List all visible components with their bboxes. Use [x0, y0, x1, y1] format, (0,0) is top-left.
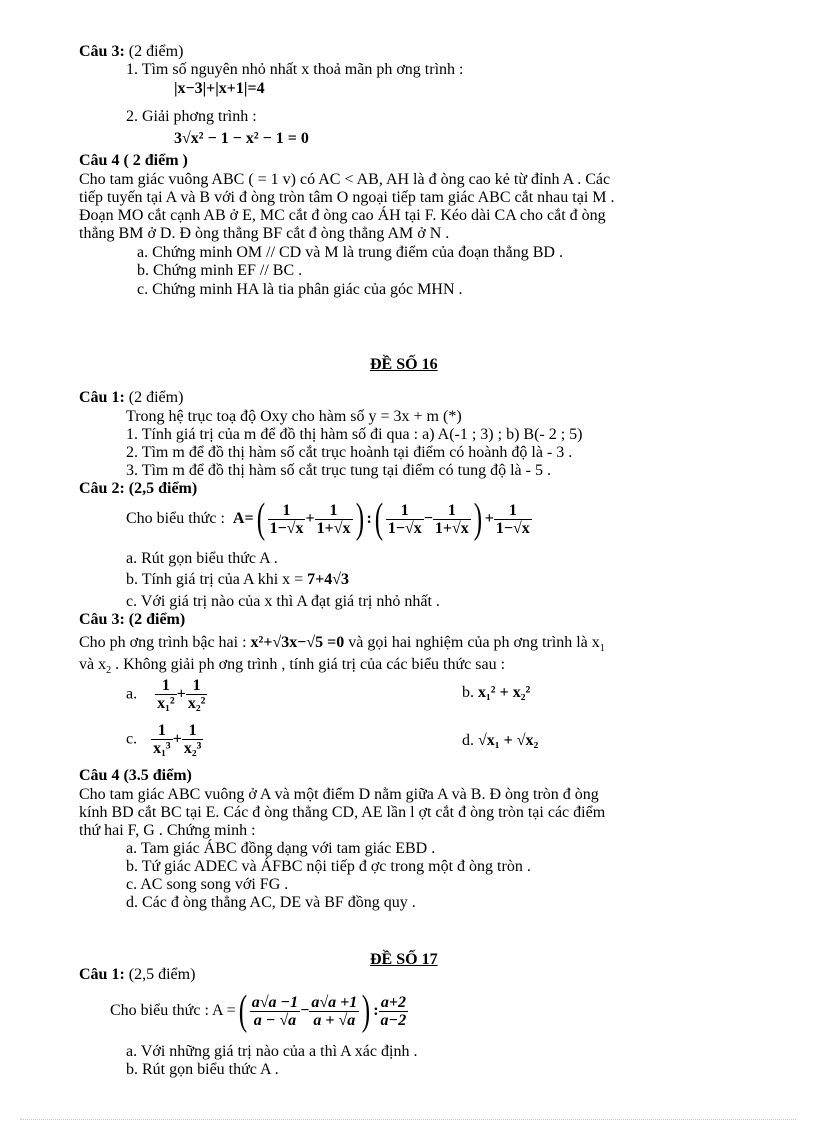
- de16-cau4-heading: Câu 4 (3.5 điểm): [79, 767, 192, 784]
- label-d: d.: [462, 732, 474, 749]
- de16-cau1-heading-line: [79, 389, 183, 407]
- label-b: b.: [462, 684, 474, 701]
- de16-cau4-line2: kính BD cắt BC tại E. Các đ òng thẳng CD, AE lần l ợt cắt đ òng tròn tại các điểm: [79, 804, 606, 821]
- numerator: 1: [400, 501, 409, 519]
- de17-cau1-part-b: b. Rút gọn biểu thức A .: [126, 1061, 279, 1078]
- de16-cau4-part-d: d. Các đ òng thẳng AC, DE và BF đồng quy .: [126, 894, 416, 911]
- de16-cau4-line1: Cho tam giác ABC vuông ở A và một điểm D nằm giữa A và B. Đ òng tròn đ òng: [79, 786, 599, 803]
- division-sign: :: [366, 510, 372, 527]
- subscript-1: 1: [599, 643, 605, 655]
- denominator: 1−√x: [269, 519, 304, 537]
- de16-cau3-part-a: [126, 677, 207, 717]
- expression-A-label: A=: [232, 510, 254, 527]
- cau4-paragraph-line2: tiếp tuyến tại A và B với đ òng tròn tâm O ngoại tiếp tam giác ABC cắt nhau tại M .: [79, 189, 615, 206]
- denominator: x₂²: [187, 695, 206, 712]
- de16-cau1-item2: 2. Tìm m để đồ thị hàm số cắt trục hoành tại điểm có hoành độ là - 3 .: [126, 444, 573, 461]
- line1-post: và gọi hai nghiệm của ph ơng trình là x: [344, 634, 600, 651]
- part-b-text: b. Tính giá trị của A khi x =: [126, 571, 308, 588]
- left-paren: (: [238, 988, 247, 1034]
- page-bottom-divider: [20, 1119, 796, 1120]
- denominator: 1+√x: [316, 519, 351, 537]
- expression-intro: Cho biểu thức :: [126, 510, 225, 527]
- cau3-item2: 2. Giải phơng trình :: [126, 108, 257, 125]
- plus-sign: +: [176, 685, 186, 703]
- de16-cau3-part-d: [462, 732, 538, 750]
- de17-cau1-heading: Câu 1:: [79, 966, 125, 983]
- de17-cau1-points: (2,5 điểm): [124, 966, 196, 983]
- de16-cau4-part-a: a. Tam giác ÁBC đồng dạng với tam giác EBD .: [126, 840, 436, 857]
- expression-b: x₁² + x₂²: [478, 684, 531, 701]
- denominator: x₂³: [183, 740, 202, 757]
- minus-sign: −: [423, 510, 433, 527]
- numerator: a√a −1: [251, 993, 299, 1011]
- de16-cau1-intro: Trong hệ trục toạ độ Oxy cho hàm số y = 3x + m (*): [126, 408, 462, 425]
- plus-sign: +: [172, 730, 182, 748]
- numerator: 1: [157, 722, 166, 739]
- fraction: [151, 722, 173, 757]
- denominator: a − √a: [250, 1011, 300, 1029]
- subscript-2: 2: [106, 665, 112, 677]
- de17-cau1-heading-line: [79, 966, 195, 984]
- numerator: 1: [188, 722, 197, 739]
- fraction: [268, 502, 306, 537]
- de16-cau1-item3: 3. Tìm m để đồ thị hàm số cắt trục tung tại điểm có tung độ là - 5 .: [126, 462, 551, 479]
- denominator: 1−√x: [387, 519, 422, 537]
- de16-cau4-line3: thứ hai F, G . Chứng minh :: [79, 822, 256, 839]
- cau3-equation1: |x−3|+|x+1|=4: [174, 80, 265, 97]
- label-c: c.: [126, 730, 138, 748]
- cau3-heading-line: [79, 43, 183, 61]
- cau3-equation2: 3√x² − 1 − x² − 1 = 0: [174, 130, 309, 147]
- numerator: a√a +1: [311, 993, 358, 1011]
- fraction: [186, 677, 208, 712]
- de17-cau1-part-a: a. Với những giá trị nào của a thì A xác định .: [126, 1043, 418, 1060]
- de17-cau1-expression: [110, 990, 408, 1040]
- plus-sign: +: [484, 510, 494, 527]
- fraction: [386, 502, 424, 537]
- de16-cau2-part-b: [126, 571, 349, 589]
- fraction: [155, 677, 177, 712]
- de16-cau2-expression: [126, 498, 532, 548]
- de16-cau3-part-c: [126, 722, 203, 762]
- fraction: [494, 502, 532, 537]
- cau4-paragraph-line3: Đoạn MO cắt cạnh AB ở E, MC cắt đ òng cao ÁH tại F. Kéo dài CA cho cắt đ òng: [79, 207, 606, 224]
- denominator: a−2: [380, 1011, 407, 1029]
- numerator: 1: [192, 677, 201, 694]
- de16-cau3-line1: [79, 634, 605, 655]
- left-paren: (: [374, 496, 384, 542]
- de16-cau1-item1: 1. Tính giá trị của m để đồ thị hàm số đi qua : a) A(-1 ; 3) ; b) B(- 2 ; 5): [126, 426, 583, 443]
- numerator: 1: [508, 501, 517, 519]
- cau4-part-a: a. Chứng minh OM // CD và M là trung điểm của đoạn thẳng BD .: [137, 244, 563, 261]
- cau3-item1: 1. Tìm số nguyên nhỏ nhất x thoả mãn ph ơng trình :: [126, 61, 464, 78]
- de17-title: ĐỀ SỐ 17: [370, 951, 438, 968]
- cau4-paragraph-line4: thẳng BM ở D. Đ òng thẳng BF cắt đ òng thẳng AM ở N .: [79, 225, 450, 242]
- numerator: 1: [329, 501, 338, 519]
- denominator: x₁²: [157, 695, 175, 712]
- de16-title: ĐỀ SỐ 16: [370, 356, 438, 373]
- numerator: 1: [161, 677, 170, 694]
- de16-cau3-part-b: [462, 684, 530, 702]
- line1-pre: Cho ph ơng trình bậc hai :: [79, 634, 251, 651]
- part-b-value: 7+4√3: [307, 571, 350, 588]
- right-paren: ): [362, 988, 371, 1034]
- fraction: [315, 502, 353, 537]
- expression-intro: Cho biểu thức : A =: [110, 1002, 236, 1019]
- right-paren: ): [355, 496, 364, 542]
- cau3-heading: Câu 3:: [79, 43, 125, 60]
- fraction: [379, 994, 409, 1029]
- de16-cau1-heading: Câu 1:: [79, 389, 125, 406]
- de16-cau4-part-c: c. AC song song với FG .: [126, 876, 289, 893]
- cau4-paragraph-line1: Cho tam giác vuông ABC ( = 1 v) có AC < AB, AH là đ òng cao kẻ từ đỉnh A . Các: [79, 171, 611, 188]
- denominator: 1−√x: [495, 519, 530, 537]
- de16-cau2-part-c: c. Với giá trị nào của x thì A đạt giá trị nhỏ nhất .: [126, 593, 440, 610]
- cau4-part-c: c. Chứng minh HA là tia phân giác của góc MHN .: [137, 281, 463, 298]
- fraction: [433, 502, 471, 537]
- fraction: [182, 722, 204, 757]
- de16-cau4-part-b: b. Tứ giác ADEC và ÁFBC nội tiếp đ ợc trong một đ òng tròn .: [126, 858, 531, 875]
- denominator: 1+√x: [434, 519, 469, 537]
- de16-cau2-part-a: a. Rút gọn biểu thức A .: [126, 550, 278, 567]
- de16-cau1-points: (2 điểm): [124, 389, 184, 406]
- fraction: [309, 994, 359, 1029]
- de16-cau2-heading: Câu 2: (2,5 điểm): [79, 480, 198, 497]
- numerator: 1: [282, 501, 291, 519]
- right-paren: ): [473, 496, 482, 542]
- minus-sign: −: [300, 1002, 310, 1019]
- label-a: a.: [126, 685, 138, 703]
- cau4-heading: Câu 4 ( 2 điểm ): [79, 152, 188, 169]
- cau4-part-b: b. Chứng minh EF // BC .: [137, 262, 303, 279]
- de16-cau3-line2: [79, 656, 506, 677]
- denominator: x₁³: [153, 740, 171, 757]
- fraction: [250, 994, 300, 1029]
- denominator: a + √a: [309, 1011, 359, 1029]
- de16-cau3-heading: Câu 3: (2 điểm): [79, 611, 186, 628]
- quadratic-equation: x²+√3x−√5 =0: [250, 634, 345, 651]
- numerator: 1: [447, 501, 456, 519]
- division-sign: :: [373, 1002, 379, 1019]
- numerator: a+2: [380, 993, 406, 1011]
- plus-sign: +: [305, 510, 315, 527]
- line2-pre: và x: [79, 656, 107, 673]
- cau3-points: (2 điểm): [124, 43, 184, 60]
- expression-d: √x₁ + √x₂: [478, 732, 539, 749]
- line2-post: . Không giải ph ơng trình , tính giá trị của các biểu thức sau :: [111, 656, 506, 673]
- left-paren: (: [256, 496, 265, 542]
